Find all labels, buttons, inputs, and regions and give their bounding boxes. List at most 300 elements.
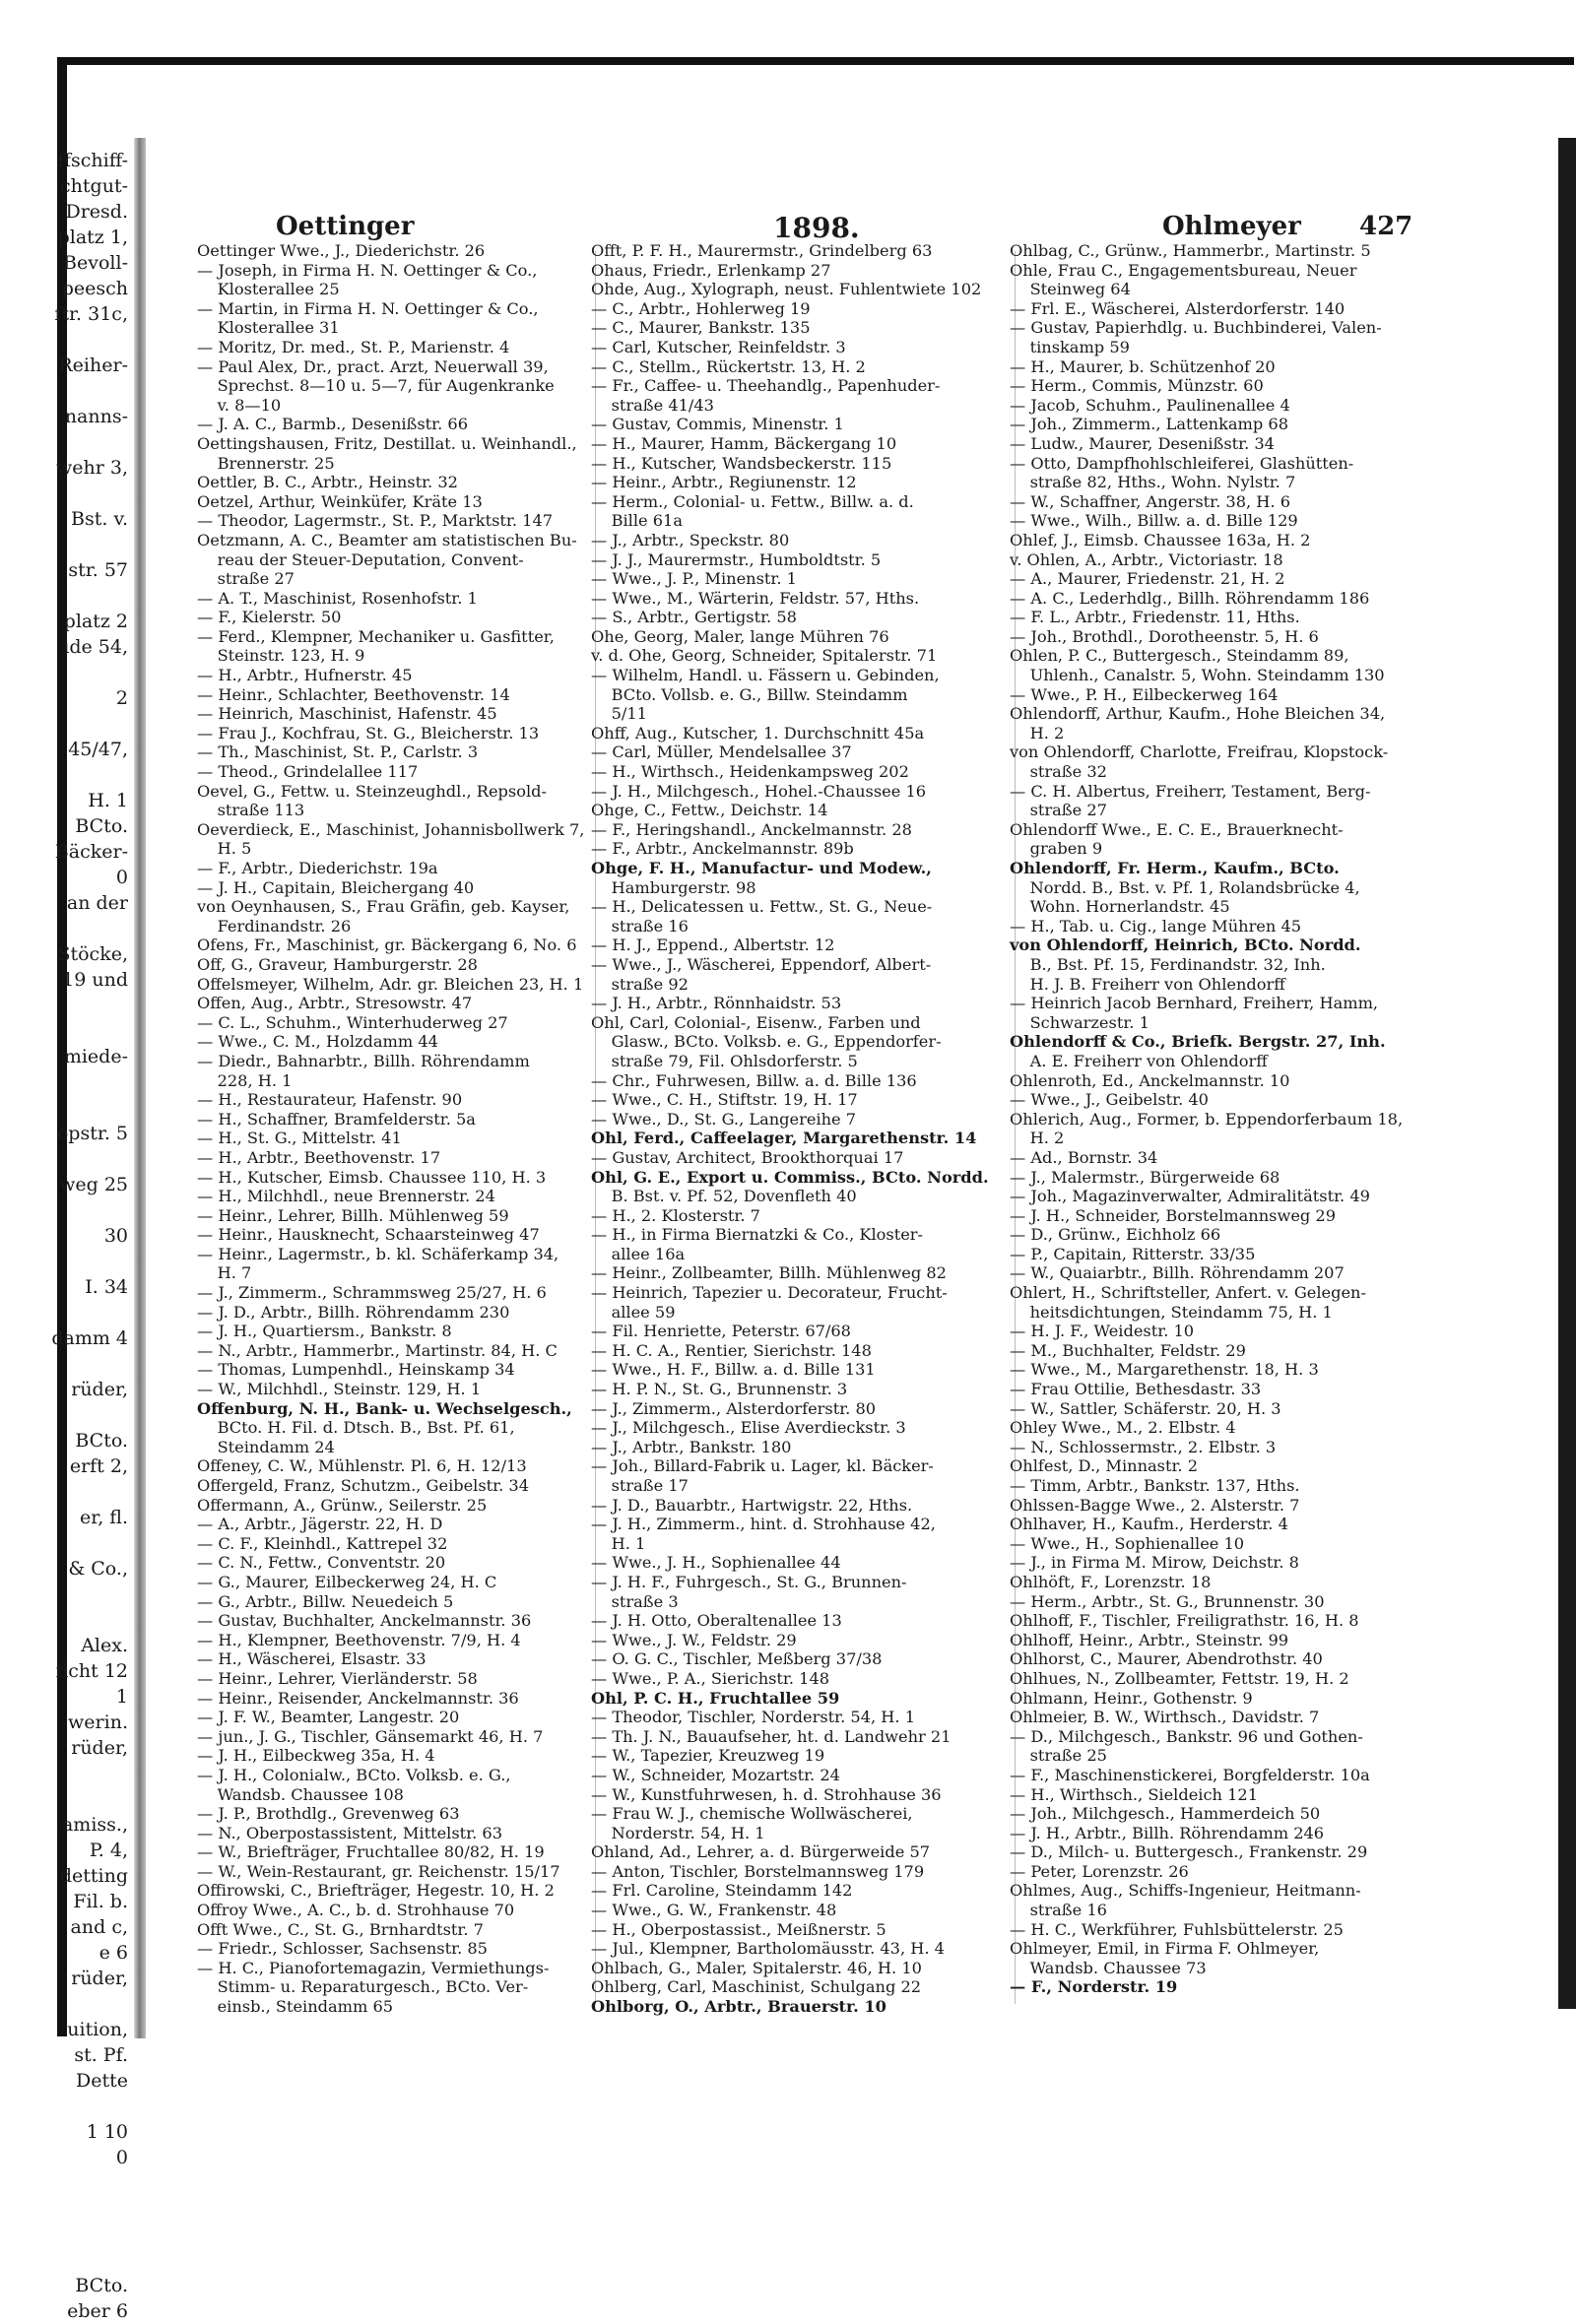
directory-entry: 5/11 <box>591 704 647 724</box>
directory-entry: Offelsmeyer, Wilhelm, Adr. gr. Bleichen 23, H. 1 <box>197 974 584 994</box>
left-page-line: werin. <box>68 1711 128 1733</box>
left-page-line: ffschiff- <box>57 150 128 171</box>
directory-entry: straße 27 <box>1010 801 1107 820</box>
directory-entry: v. 8—10 <box>197 395 282 415</box>
directory-entry: graben 9 <box>1010 839 1103 859</box>
directory-entry: — Joseph, in Firma H. N. Oettinger & Co., <box>197 260 538 280</box>
directory-entry: Off, G., Graveur, Hamburgerstr. 28 <box>197 954 478 974</box>
directory-entry: Offergeld, Franz, Schutzm., Geibelstr. 34 <box>197 1476 530 1495</box>
directory-entry: — Heinrich Jacob Bernhard, Freiherr, Hamm, <box>1010 994 1379 1013</box>
left-page-line: rüder, <box>71 1737 128 1759</box>
directory-entry: — Heinr., Hausknecht, Schaarsteinweg 47 <box>197 1225 540 1245</box>
directory-entry: heitsdichtungen, Steindamm 75, H. 1 <box>1010 1302 1333 1322</box>
directory-entry: Ofens, Fr., Maschinist, gr. Bäckergang 6, No. 6 <box>197 936 577 955</box>
directory-entry: H. 2 <box>1010 1129 1065 1148</box>
directory-entry: von Ohlendorff, Charlotte, Freifrau, Klopstock- <box>1010 742 1389 762</box>
left-page-line: str. 57 <box>68 559 128 581</box>
directory-entry: — Wwe., P. H., Eilbeckerweg 164 <box>1010 684 1279 704</box>
directory-entry: tinskamp 59 <box>1010 337 1130 356</box>
left-page-line: Dette <box>76 2070 128 2092</box>
directory-entry: allee 16a <box>591 1244 686 1263</box>
directory-entry: — S., Arbtr., Gertigstr. 58 <box>591 608 797 627</box>
directory-entry: allee 59 <box>591 1302 676 1322</box>
directory-entry: — Theodor, Lagermstr., St. P., Marktstr. 147 <box>197 511 554 531</box>
directory-entry: straße 113 <box>197 801 305 820</box>
left-page-line: 30 <box>103 1225 128 1247</box>
directory-entry: — Wwe., J. W., Feldstr. 29 <box>591 1630 797 1649</box>
directory-entry: Ohlert, H., Schriftsteller, Anfert. v. Gelegen- <box>1010 1283 1366 1303</box>
directory-entry: — Wwe., M., Margarethenstr. 18, H. 3 <box>1010 1360 1319 1380</box>
directory-entry: — F., Arbtr., Diederichstr. 19a <box>197 859 438 877</box>
directory-entry: — Jacob, Schuhm., Paulinenallee 4 <box>1010 395 1290 415</box>
directory-entry: — Carl, Kutscher, Reinfeldstr. 3 <box>591 337 846 356</box>
left-page-line: 0 <box>115 2147 128 2168</box>
directory-entry: — H., Schaffner, Bramfelderstr. 5a <box>197 1109 476 1129</box>
directory-entry: Norderstr. 54, H. 1 <box>591 1823 765 1842</box>
directory-entry: — Ferd., Klempner, Mechaniker u. Gasfitter, <box>197 626 555 646</box>
left-page-line: Fil. b. <box>73 1891 128 1912</box>
directory-entry: BCto. Vollsb. e. G., Billw. Steindamm <box>591 684 908 704</box>
left-page-line: platz 1, <box>57 226 128 248</box>
directory-entry: Stimm- u. Reparaturgesch., BCto. Ver- <box>197 1977 529 1997</box>
directory-entry: Offt, P. F. H., Maurermstr., Grindelberg 63 <box>591 241 933 260</box>
directory-entry: Ohle, Frau C., Engagementsbureau, Neuer <box>1010 260 1357 280</box>
directory-entry: Bille 61a <box>591 511 683 531</box>
directory-entry: Ohley Wwe., M., 2. Elbstr. 4 <box>1010 1418 1236 1438</box>
directory-entry: von Ohlendorff, Heinrich, BCto. Nordd. <box>1010 936 1361 955</box>
directory-entry: Oevel, G., Fettw. u. Steinzeughdl., Repsold- <box>197 781 547 801</box>
directory-entry: — Joh., Milchgesch., Hammerdeich 50 <box>1010 1804 1321 1824</box>
left-page-line <box>0 2247 134 2273</box>
directory-entry: Klosterallee 31 <box>197 318 340 338</box>
directory-entry: Steinstr. 123, H. 9 <box>197 646 365 666</box>
directory-entry: — W., Schneider, Mozartstr. 24 <box>591 1765 840 1784</box>
directory-entry: straße 41/43 <box>591 395 714 415</box>
left-page-line: miede- <box>63 1046 128 1067</box>
directory-entry: — H., Maurer, b. Schützenhof 20 <box>1010 356 1276 376</box>
directory-entry: Ohaus, Friedr., Erlenkamp 27 <box>591 260 831 280</box>
directory-entry: — J., Malermstr., Bürgerweide 68 <box>1010 1167 1280 1187</box>
left-page-line: Alex. <box>81 1635 128 1656</box>
directory-entry: — Heinr., Lehrer, Billh. Mühlenweg 59 <box>197 1205 509 1225</box>
directory-entry: Steindamm 24 <box>197 1437 335 1456</box>
directory-entry: — H. P. N., St. G., Brunnenstr. 3 <box>591 1380 848 1399</box>
directory-entry: Ohlborg, O., Arbtr., Brauerstr. 10 <box>591 1997 886 2017</box>
left-page-line: 1 <box>115 1686 128 1708</box>
directory-entry: Schwarzestr. 1 <box>1010 1012 1149 1032</box>
directory-entry: — C. N., Fettw., Conventstr. 20 <box>197 1553 446 1573</box>
directory-entry: Ohlbach, G., Maler, Spitalerstr. 46, H. 10 <box>591 1958 922 1977</box>
left-page-line: rüder, <box>71 1379 128 1400</box>
left-page-line: opstr. 5 <box>56 1123 128 1144</box>
directory-entry: — Heinr., Lehrer, Vierländerstr. 58 <box>197 1668 478 1688</box>
directory-entry: Offirowski, C., Briefträger, Hegestr. 10, H. 2 <box>197 1881 555 1901</box>
left-page-line: Bevoll- <box>63 252 128 274</box>
directory-entry: — Paul Alex, Dr., pract. Arzt, Neuerwall 39, <box>197 356 549 376</box>
directory-entry: — Martin, in Firma H. N. Oettinger & Co., <box>197 298 539 318</box>
left-page-line: Bäcker- <box>54 841 128 863</box>
left-page-line: BCto. <box>75 815 128 837</box>
directory-entry: — J. A. C., Barmb., Desenißstr. 66 <box>197 415 469 434</box>
directory-entry: — F., Arbtr., Anckelmannstr. 89b <box>591 839 854 859</box>
directory-entry: — Timm, Arbtr., Bankstr. 137, Hths. <box>1010 1476 1300 1495</box>
directory-entry: Ohlhaver, H., Kaufm., Herderstr. 4 <box>1010 1515 1288 1534</box>
directory-entry: Brennerstr. 25 <box>197 453 335 473</box>
directory-entry: — F., Norderstr. 19 <box>1010 1977 1178 1997</box>
directory-entry: — Heinr., Zollbeamter, Billh. Mühlenweg 82 <box>591 1263 947 1283</box>
directory-entry: — Heinr., Reisender, Anckelmannstr. 36 <box>197 1688 519 1708</box>
directory-entry: — J., Arbtr., Bankstr. 180 <box>591 1437 792 1456</box>
directory-entry: straße 92 <box>591 974 689 994</box>
directory-entry: Offt Wwe., C., St. G., Brnhardtstr. 7 <box>197 1919 484 1939</box>
directory-entry: Hamburgerstr. 98 <box>591 877 756 897</box>
directory-entry: — H., Wirthsch., Heidenkampsweg 202 <box>591 762 909 782</box>
directory-entry: Offen, Aug., Arbtr., Stresowstr. 47 <box>197 994 473 1013</box>
directory-entry: — H., Wäscherei, Elsastr. 33 <box>197 1649 427 1669</box>
directory-entry: — Heinrich, Tapezier u. Decorateur, Frucht- <box>591 1283 948 1303</box>
header-right-keyword: Ohlmeyer <box>1162 212 1301 241</box>
directory-entry: — A., Arbtr., Jägerstr. 22, H. D <box>197 1515 443 1534</box>
directory-entry: — H., Wirthsch., Sieldeich 121 <box>1010 1784 1258 1804</box>
directory-entry: — C. F., Kleinhdl., Kattrepel 32 <box>197 1533 448 1553</box>
left-page-line: eber 6 <box>67 2300 128 2322</box>
directory-entry: — Theod., Grindelallee 117 <box>197 762 419 782</box>
directory-entry: H. 5 <box>197 839 252 859</box>
directory-entry: Sprechst. 8—10 u. 5—7, für Augenkranke <box>197 376 555 396</box>
directory-entry: — Frau J., Kochfrau, St. G., Bleicherstr. 13 <box>197 723 540 742</box>
directory-entry: Ohlmeier, B. W., Wirthsch., Davidstr. 7 <box>1010 1708 1320 1727</box>
directory-entry: — Chr., Fuhrwesen, Billw. a. d. Bille 136 <box>591 1070 917 1090</box>
directory-entry: — J., in Firma M. Mirow, Deichstr. 8 <box>1010 1553 1299 1573</box>
directory-entry: straße 16 <box>591 916 689 936</box>
directory-entry: Ohlhoff, Heinr., Arbtr., Steinstr. 99 <box>1010 1630 1289 1649</box>
left-page-line: ide 54, <box>63 636 128 658</box>
directory-entry: — H., Maurer, Hamm, Bäckergang 10 <box>591 433 897 453</box>
directory-entry: — Th. J. N., Bauaufseher, ht. d. Landwehr 21 <box>591 1726 952 1746</box>
directory-entry: Ohlen, P. C., Buttergesch., Steindamm 89, <box>1010 646 1349 666</box>
directory-entry: — N., Arbtr., Hammerbr., Martinstr. 84, H. C <box>197 1340 558 1360</box>
header-year: 1898. <box>773 212 860 244</box>
directory-entry: — Herm., Arbtr., St. G., Brunnenstr. 30 <box>1010 1591 1325 1611</box>
left-page-line: P. 4, <box>89 1840 128 1861</box>
directory-entry: BCto. H. Fil. d. Dtsch. B., Bst. Pf. 61, <box>197 1418 515 1438</box>
directory-entry: — Carl, Müller, Mendelsallee 37 <box>591 742 852 762</box>
directory-entry: — Heinrich, Maschinist, Hafenstr. 45 <box>197 704 497 724</box>
directory-entry: Ohlendorff, Arthur, Kaufm., Hohe Bleichen 34, <box>1010 704 1386 724</box>
directory-entry: straße 79, Fil. Ohlsdorferstr. 5 <box>591 1051 858 1070</box>
directory-entry: — Wwe., J., Wäscherei, Eppendorf, Albert- <box>591 954 932 974</box>
directory-entry: — D., Milch- u. Buttergesch., Frankenstr. 29 <box>1010 1842 1368 1862</box>
directory-entry: — A., Maurer, Friedenstr. 21, H. 2 <box>1010 569 1285 589</box>
directory-entry: — Ludw., Maurer, Desenißstr. 34 <box>1010 433 1275 453</box>
directory-entry: — G., Arbtr., Billw. Neuedeich 5 <box>197 1591 454 1611</box>
directory-entry: — D., Milchgesch., Bankstr. 96 und Gothen- <box>1010 1726 1363 1746</box>
directory-entry: — C. L., Schuhm., Winterhuderweg 27 <box>197 1012 508 1032</box>
left-page-line <box>0 1249 134 1274</box>
directory-entry: — H. C., Pianofortemagazin, Vermiethungs- <box>197 1958 550 1977</box>
left-page-line <box>0 583 134 609</box>
directory-entry: Offermann, A., Grünw., Seilerstr. 25 <box>197 1495 488 1515</box>
left-page-line: an der <box>66 892 128 914</box>
left-page-line: peesch <box>61 278 128 299</box>
directory-entry: straße 16 <box>1010 1901 1107 1920</box>
directory-entry: Ohge, C., Fettw., Deichstr. 14 <box>591 801 828 820</box>
directory-entry: — H. J. F., Weidestr. 10 <box>1010 1322 1195 1341</box>
directory-entry: — W., Schaffner, Angerstr. 38, H. 6 <box>1010 491 1291 511</box>
directory-entry: Ohl, G. E., Export u. Commiss., BCto. Nordd. <box>591 1167 989 1187</box>
directory-entry: Ohde, Aug., Xylograph, neust. Fuhlentwiete 102 <box>591 280 982 299</box>
directory-entry: 228, H. 1 <box>197 1070 293 1090</box>
directory-entry: straße 82, Hths., Wohn. Nylstr. 7 <box>1010 473 1296 492</box>
directory-entry: Uhlenh., Canalstr. 5, Wohn. Steindamm 130 <box>1010 666 1385 685</box>
directory-entry: Ohge, F. H., Manufactur- und Modew., <box>591 859 932 877</box>
directory-entry: — W., Sattler, Schäferstr. 20, H. 3 <box>1010 1398 1281 1418</box>
directory-entry: Ohff, Aug., Kutscher, 1. Durchschnitt 45a <box>591 723 925 742</box>
directory-entry: — J. H., Schneider, Borstelmannsweg 29 <box>1010 1205 1337 1225</box>
directory-entry: — F., Kielerstr. 50 <box>197 608 342 627</box>
directory-entry: — J. H., Zimmerm., hint. d. Strohhause 42, <box>591 1515 936 1534</box>
directory-entry: — H. J., Eppend., Albertstr. 12 <box>591 936 835 955</box>
directory-entry: — H., Klempner, Beethovenstr. 7/9, H. 4 <box>197 1630 521 1649</box>
left-page-line: ftr. 31c, <box>54 303 128 325</box>
directory-entry: — J. D., Arbtr., Billh. Röhrendamm 230 <box>197 1302 510 1322</box>
left-page-line <box>0 1530 134 1556</box>
directory-entry: Ohe, Georg, Maler, lange Mühren 76 <box>591 626 889 646</box>
directory-entry: — W., Wein-Restaurant, gr. Reichenstr. 15/17 <box>197 1861 560 1881</box>
directory-entry: Ohlhoff, F., Tischler, Freiligrathstr. 16, H. 8 <box>1010 1611 1359 1631</box>
directory-entry: B., Bst. Pf. 15, Ferdinandstr. 32, Inh. <box>1010 954 1326 974</box>
directory-entry: — Peter, Lorenzstr. 26 <box>1010 1861 1189 1881</box>
directory-entry: Offeney, C. W., Mühlenstr. Pl. 6, H. 12/13 <box>197 1456 527 1476</box>
directory-page <box>197 212 1542 2024</box>
directory-entry: — D., Grünw., Eichholz 66 <box>1010 1225 1221 1245</box>
directory-entry: — Herm., Commis, Münzstr. 60 <box>1010 376 1264 396</box>
directory-entry: — Diedr., Bahnarbtr., Billh. Röhrendamm <box>197 1051 530 1070</box>
left-page-line: BCto. <box>75 1430 128 1452</box>
left-page-line <box>0 1351 134 1377</box>
directory-entry: Ohlendorff & Co., Briefk. Bergstr. 27, Inh. <box>1010 1032 1386 1052</box>
directory-entry: H. 1 <box>591 1533 646 1553</box>
directory-entry: — W., Milchhdl., Steinstr. 129, H. 1 <box>197 1380 482 1399</box>
directory-entry: — Moritz, Dr. med., St. P., Marienstr. 4 <box>197 337 510 356</box>
left-page-line <box>0 532 134 557</box>
directory-entry: — J., Milchgesch., Elise Averdieckstr. 3 <box>591 1418 906 1438</box>
directory-entry: — Frau W. J., chemische Wollwäscherei, <box>591 1804 913 1824</box>
directory-entry: Ohlef, J., Eimsb. Chaussee 163a, H. 2 <box>1010 530 1311 549</box>
column-2 <box>591 241 1010 2017</box>
column-3 <box>1010 241 1413 2014</box>
directory-entry: Glasw., BCto. Volksb. e. G., Eppendorfer- <box>591 1032 942 1052</box>
directory-entry: — Wwe., G. W., Frankenstr. 48 <box>591 1901 837 1920</box>
directory-entry: Steinweg 64 <box>1010 280 1131 299</box>
left-page-line <box>0 1146 134 1172</box>
directory-entry: — Fr., Caffee- u. Theehandlg., Papenhuder- <box>591 376 941 396</box>
left-page-line <box>0 327 134 353</box>
directory-entry: Oetzel, Arthur, Weinküfer, Kräte 13 <box>197 491 483 511</box>
directory-entry: — J. P., Brothdlg., Grevenweg 63 <box>197 1804 460 1824</box>
directory-entry: — J., Arbtr., Speckstr. 80 <box>591 530 790 549</box>
directory-entry: — F., Maschinenstickerei, Borgfelderstr. 10a <box>1010 1765 1370 1784</box>
directory-entry: Wandsb. Chaussee 108 <box>197 1784 404 1804</box>
left-page-line: nanns- <box>64 406 128 427</box>
directory-entry: — J. H., Quartiersm., Bankstr. 8 <box>197 1322 452 1341</box>
directory-entry: Ohlmes, Aug., Schiffs-Ingenieur, Heitmann- <box>1010 1881 1361 1901</box>
left-page-line: erft 2, <box>69 1455 128 1477</box>
left-page-line: and c, <box>70 1916 128 1938</box>
directory-entry: — N., Schlossermstr., 2. Elbstr. 3 <box>1010 1437 1277 1456</box>
directory-entry: — Wwe., J., Geibelstr. 40 <box>1010 1090 1209 1110</box>
left-page-line <box>0 1786 134 1812</box>
directory-entry: — N., Oberpostassistent, Mittelstr. 63 <box>197 1823 503 1842</box>
directory-entry: — Thomas, Lumpenhdl., Heinskamp 34 <box>197 1360 515 1380</box>
directory-entry: H. 7 <box>197 1263 252 1283</box>
left-page-line: st. Pf. <box>74 2044 128 2066</box>
directory-entry: — H., Delicatessen u. Fettw., St. G., Neue- <box>591 897 933 917</box>
left-page-line: Stöcke, <box>57 943 128 965</box>
directory-entry: — J. H., Colonialw., BCto. Volksb. e. G., <box>197 1765 511 1784</box>
directory-entry: — G., Maurer, Eilbeckerweg 24, H. C <box>197 1572 497 1591</box>
directory-entry: — Ad., Bornstr. 34 <box>1010 1147 1158 1167</box>
directory-entry: — Wwe., M., Wärterin, Feldstr. 57, Hths. <box>591 588 920 608</box>
left-page-line: weg 25 <box>59 1174 128 1195</box>
directory-entry: — Joh., Zimmerm., Lattenkamp 68 <box>1010 415 1288 434</box>
directory-entry: — H., Kutscher, Wandsbeckerstr. 115 <box>591 453 892 473</box>
directory-entry: — Frl. E., Wäscherei, Alsterdorferstr. 140 <box>1010 298 1346 318</box>
directory-entry: — Wwe., J. H., Sophienallee 44 <box>591 1553 841 1573</box>
directory-entry: — Joh., Billard-Fabrik u. Lager, kl. Bäcker- <box>591 1456 934 1476</box>
directory-entry: — H., Kutscher, Eimsb. Chaussee 110, H. 3 <box>197 1167 547 1187</box>
directory-entry: — Wwe., P. A., Sierichstr. 148 <box>591 1668 830 1688</box>
directory-entry: — F. L., Arbtr., Friedenstr. 11, Hths. <box>1010 608 1300 627</box>
directory-entry: — Wwe., H., Sophienallee 10 <box>1010 1533 1245 1553</box>
directory-entry: straße 25 <box>1010 1746 1107 1766</box>
left-page-line: platz 2 <box>63 611 128 632</box>
directory-entry: — H., Tab. u. Cig., lange Mühren 45 <box>1010 916 1302 936</box>
directory-entry: — Gustav, Papierhdlg. u. Buchbinderei, Valen- <box>1010 318 1382 338</box>
directory-entry: — Wwe., C. M., Holzdamm 44 <box>197 1032 438 1052</box>
directory-entry: Ohland, Ad., Lehrer, a. d. Bürgerweide 57 <box>591 1842 931 1862</box>
left-page-line <box>0 711 134 737</box>
directory-entry: — Heinr., Arbtr., Regiunenstr. 12 <box>591 473 857 492</box>
directory-entry: Wohn. Hornerlandstr. 45 <box>1010 897 1230 917</box>
directory-entry: — W., Kunstfuhrwesen, h. d. Strohhause 36 <box>591 1784 942 1804</box>
left-page-line: 0 <box>115 867 128 888</box>
directory-entry: Ohlhöft, F., Lorenzstr. 18 <box>1010 1572 1212 1591</box>
directory-entry: H. 2 <box>1010 723 1065 742</box>
directory-entry: — Gustav, Architect, Brookthorquai 17 <box>591 1147 904 1167</box>
directory-entry: — J. D., Bauarbtr., Hartwigstr. 22, Hths. <box>591 1495 913 1515</box>
directory-entry: — H. C., Werkführer, Fuhlsbüttelerstr. 25 <box>1010 1919 1344 1939</box>
directory-entry: v. Ohlen, A., Arbtr., Victoriastr. 18 <box>1010 549 1283 569</box>
directory-entry: — Herm., Colonial- u. Fettw., Billw. a. d. <box>591 491 914 511</box>
directory-entry: straße 17 <box>591 1476 689 1495</box>
directory-entry: Ohl, Carl, Colonial-, Eisenw., Farben und <box>591 1012 921 1032</box>
scan-border-right <box>1558 138 1576 2009</box>
directory-entry: — A. T., Maschinist, Rosenhofstr. 1 <box>197 588 478 608</box>
directory-entry: — A. C., Lederhdlg., Billh. Röhrendamm 186 <box>1010 588 1370 608</box>
directory-entry: — C., Maurer, Bankstr. 135 <box>591 318 811 338</box>
directory-entry: — J. H. F., Fuhrgesch., St. G., Brunnen- <box>591 1572 907 1591</box>
directory-entry: — Th., Maschinist, St. P., Carlstr. 3 <box>197 742 479 762</box>
directory-entry: — H., Arbtr., Hufnerstr. 45 <box>197 666 413 685</box>
header-left-keyword: Oettinger <box>276 212 415 241</box>
directory-entry: Ohlmann, Heinr., Gothenstr. 9 <box>1010 1688 1253 1708</box>
directory-entry: Oetzmann, A. C., Beamter am statistischen Bu- <box>197 530 577 549</box>
directory-entry: — H., St. G., Mittelstr. 41 <box>197 1129 402 1148</box>
directory-entry: Oettingshausen, Fritz, Destillat. u. Weinhandl., <box>197 433 577 453</box>
directory-entry: Ohlmeyer, Emil, in Firma F. Ohlmeyer, <box>1010 1939 1320 1959</box>
directory-entry: — Heinr., Lagermstr., b. kl. Schäferkamp 34, <box>197 1244 559 1263</box>
left-page-line: amiss., <box>61 1814 128 1836</box>
left-page-line <box>0 2094 134 2119</box>
directory-entry: — Wwe., Wilh., Billw. a. d. Bille 129 <box>1010 511 1298 531</box>
directory-entry: Ohlhorst, C., Maurer, Abendrothstr. 40 <box>1010 1649 1323 1669</box>
directory-entry: — J. H., Milchgesch., Hohel.-Chaussee 16 <box>591 781 927 801</box>
left-page-fragment <box>0 148 134 2322</box>
directory-entry: — Jul., Klempner, Bartholomäusstr. 43, H. 4 <box>591 1939 945 1959</box>
directory-entry: — Anton, Tischler, Borstelmannsweg 179 <box>591 1861 925 1881</box>
column-1 <box>197 241 616 2017</box>
directory-entry: — H., 2. Klosterstr. 7 <box>591 1205 760 1225</box>
directory-entry: — Frl. Caroline, Steindamm 142 <box>591 1881 853 1901</box>
directory-entry: — jun., J. G., Tischler, Gänsemarkt 46, H. 7 <box>197 1726 544 1746</box>
directory-entry: — Heinr., Schlachter, Beethovenstr. 14 <box>197 684 510 704</box>
left-page-line: BCto. <box>75 2275 128 2296</box>
directory-entry: reau der Steuer-Deputation, Convent- <box>197 549 524 569</box>
directory-entry: Ohl, Ferd., Caffeelager, Margarethenstr. 14 <box>591 1129 977 1148</box>
directory-entry: — M., Buchhalter, Feldstr. 29 <box>1010 1340 1246 1360</box>
directory-entry: — H., Milchhdl., neue Brennerstr. 24 <box>197 1187 495 1206</box>
directory-entry: Ohlerich, Aug., Former, b. Eppendorferbaum 18, <box>1010 1109 1404 1129</box>
left-page-line <box>0 1197 134 1223</box>
directory-entry: Ohlendorff, Fr. Herm., Kaufm., BCto. <box>1010 859 1340 877</box>
left-page-line: wehr 3, <box>56 457 128 479</box>
directory-entry: — H., Restaurateur, Hafenstr. 90 <box>197 1090 463 1110</box>
directory-entry: — H. C. A., Rentier, Sierichstr. 148 <box>591 1340 872 1360</box>
directory-entry: — F., Heringshandl., Anckelmannstr. 28 <box>591 819 912 839</box>
directory-entry: — W., Quaiarbtr., Billh. Röhrendamm 207 <box>1010 1263 1345 1283</box>
left-page-line: e 6 <box>98 1942 128 1964</box>
left-page-line: Dresd. <box>65 201 128 223</box>
directory-entry: — C., Arbtr., Hohlerweg 19 <box>591 298 811 318</box>
directory-entry: — H., in Firma Biernatzki & Co., Kloster- <box>591 1225 924 1245</box>
left-page-line <box>0 1991 134 2017</box>
left-page-line <box>0 1018 134 1044</box>
directory-entry: Oettinger Wwe., J., Diederichstr. 26 <box>197 241 486 260</box>
left-page-line <box>0 1479 134 1505</box>
directory-entry: — J., Zimmerm., Schrammsweg 25/27, H. 6 <box>197 1283 547 1303</box>
directory-entry: — H., Oberpostassist., Meißnerstr. 5 <box>591 1919 886 1939</box>
directory-entry: — Gustav, Buchhalter, Anckelmannstr. 36 <box>197 1611 532 1631</box>
left-page-line: I. 34 <box>85 1276 128 1298</box>
book-gutter <box>134 138 146 2038</box>
left-page-line <box>0 481 134 506</box>
left-page-line <box>0 1069 134 1095</box>
directory-entry: Ohlendorff Wwe., E. C. E., Brauerknecht- <box>1010 819 1344 839</box>
left-page-line: ficht 12 <box>55 1660 128 1682</box>
left-page-line <box>0 762 134 788</box>
directory-entry: Oettler, B. C., Arbtr., Heinstr. 32 <box>197 473 458 492</box>
directory-entry: — Friedr., Schlosser, Sachsenstr. 85 <box>197 1939 488 1959</box>
directory-entry: — Wwe., D., St. G., Langereihe 7 <box>591 1109 857 1129</box>
directory-entry: — H., Arbtr., Beethovenstr. 17 <box>197 1147 441 1167</box>
directory-entry: — C., Stellm., Rückertstr. 13, H. 2 <box>591 356 866 376</box>
directory-entry: — J. F. W., Beamter, Langestr. 20 <box>197 1708 460 1727</box>
left-page-line <box>0 1607 134 1633</box>
directory-entry: Ohlenroth, Ed., Anckelmannstr. 10 <box>1010 1070 1290 1090</box>
left-page-line: chtgut- <box>60 175 128 197</box>
directory-entry: — J. H., Capitain, Bleichergang 40 <box>197 877 475 897</box>
